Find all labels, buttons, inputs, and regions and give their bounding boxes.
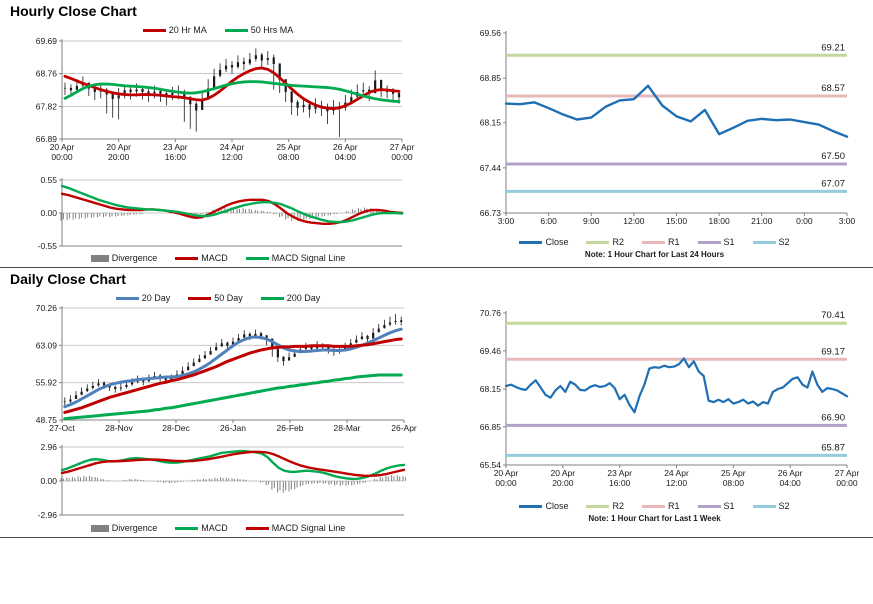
svg-text:-2.96: -2.96 (37, 510, 57, 520)
svg-text:67.50: 67.50 (821, 151, 845, 163)
legend-label: S2 (778, 237, 790, 247)
svg-text:66.85: 66.85 (479, 421, 501, 432)
legend-label: R2 (612, 501, 624, 511)
bar-swatch-icon (91, 255, 109, 262)
hourly-pivot-series-close (506, 86, 847, 137)
daily-macd-chart (0, 441, 436, 533)
svg-text:65.87: 65.87 (821, 442, 845, 454)
legend-label: 20 Day (141, 293, 171, 303)
svg-text:20:00: 20:00 (108, 152, 130, 162)
legend-label: MACD (201, 523, 228, 533)
bar-swatch-icon (91, 525, 109, 532)
legend-item-50-day (188, 293, 243, 303)
line-swatch-icon (143, 29, 166, 32)
legend-label: R1 (667, 501, 680, 511)
legend-label: Divergence (111, 253, 158, 263)
daily-macd-legend (0, 523, 436, 533)
svg-text:0.00: 0.00 (40, 208, 57, 218)
svg-text:70.26: 70.26 (35, 303, 57, 313)
svg-text:28-Mar: 28-Mar (333, 423, 361, 433)
daily-pivot-series-close (506, 358, 847, 412)
svg-text:0:00: 0:00 (796, 216, 813, 226)
svg-text:69.56: 69.56 (479, 28, 501, 38)
section-divider (0, 267, 873, 268)
svg-text:-0.55: -0.55 (37, 241, 57, 251)
svg-text:67.07: 67.07 (821, 178, 845, 190)
svg-text:9:00: 9:00 (582, 216, 600, 226)
svg-text:66.90: 66.90 (821, 412, 845, 424)
legend-item-divergence (91, 523, 158, 533)
legend-item-r2 (586, 501, 624, 511)
svg-text:70.41: 70.41 (821, 310, 845, 322)
hourly-row (0, 25, 873, 263)
svg-text:68.15: 68.15 (479, 384, 501, 394)
legend-label: 200 Day (286, 293, 321, 303)
bottom-divider (0, 537, 873, 538)
svg-text:08:00: 08:00 (278, 152, 300, 162)
hourly-price-series-50-hrs-ma (65, 82, 399, 102)
svg-text:69.17: 69.17 (821, 346, 845, 358)
svg-text:27 Apr: 27 Apr (389, 142, 415, 152)
legend-label: S1 (723, 501, 735, 511)
svg-text:24 Apr: 24 Apr (219, 142, 245, 152)
legend-item-macd-signal-line (246, 253, 346, 263)
line-swatch-icon (519, 505, 542, 508)
svg-text:18:00: 18:00 (708, 216, 730, 226)
line-swatch-icon (116, 297, 139, 300)
daily-right-column (436, 293, 873, 523)
svg-text:68.85: 68.85 (479, 73, 501, 84)
legend-label: R1 (667, 237, 680, 247)
svg-text:26 Apr: 26 Apr (777, 468, 803, 478)
line-swatch-icon (519, 241, 542, 244)
legend-label: Close (545, 237, 569, 247)
svg-text:04:00: 04:00 (779, 478, 801, 488)
svg-text:25 Apr: 25 Apr (276, 142, 301, 152)
hourly-pivot-legend (436, 237, 873, 247)
legend-item-r1 (642, 501, 680, 511)
svg-text:20 Apr: 20 Apr (550, 468, 576, 478)
svg-text:66.73: 66.73 (479, 208, 501, 218)
line-swatch-icon (188, 297, 211, 300)
svg-text:55.92: 55.92 (35, 377, 57, 388)
legend-label: MACD Signal Line (271, 523, 346, 533)
legend-item-s1 (698, 501, 735, 511)
legend-item-r1 (642, 237, 680, 247)
line-swatch-icon (175, 257, 198, 260)
legend-label: S2 (778, 501, 790, 511)
svg-text:70.76: 70.76 (479, 308, 501, 318)
svg-text:20 Apr: 20 Apr (106, 142, 131, 152)
legend-item-s1 (698, 237, 735, 247)
hourly-price-chart (0, 25, 436, 175)
daily-price-plot (0, 303, 436, 441)
svg-text:3:00: 3:00 (838, 216, 856, 226)
daily-pivot-note: Note: 1 Hour Chart for Last 1 Week (588, 514, 721, 523)
svg-text:00:00: 00:00 (495, 478, 517, 488)
hourly-macd-chart (0, 175, 436, 263)
svg-text:3:00: 3:00 (497, 216, 515, 226)
svg-text:69.46: 69.46 (479, 345, 501, 356)
svg-text:0.55: 0.55 (40, 175, 57, 185)
svg-text:21:00: 21:00 (751, 216, 773, 226)
daily-pivot-legend (436, 501, 873, 511)
daily-section-title: Daily Close Chart (10, 271, 126, 287)
legend-item-divergence (91, 253, 158, 263)
daily-macd-plot (0, 441, 436, 523)
hourly-section (0, 3, 873, 263)
svg-text:00:00: 00:00 (51, 152, 73, 162)
hourly-price-legend (0, 25, 436, 35)
line-swatch-icon (698, 241, 721, 244)
report-page (0, 3, 873, 604)
svg-text:26-Feb: 26-Feb (276, 423, 304, 433)
line-swatch-icon (698, 505, 721, 508)
line-swatch-icon (642, 241, 665, 244)
svg-text:12:00: 12:00 (665, 478, 688, 488)
svg-text:20 Apr: 20 Apr (49, 142, 75, 152)
legend-label: R2 (612, 237, 624, 247)
hourly-price-plot (0, 35, 436, 175)
legend-label: Divergence (111, 523, 158, 533)
svg-text:08:00: 08:00 (722, 478, 744, 488)
svg-text:67.44: 67.44 (479, 162, 501, 173)
hourly-pivot-chart (436, 25, 873, 259)
daily-price-legend (0, 293, 436, 303)
line-swatch-icon (246, 527, 269, 530)
svg-text:20 Apr: 20 Apr (493, 468, 519, 478)
legend-item-r2 (586, 237, 624, 247)
daily-row (0, 293, 873, 533)
legend-label: 50 Day (214, 293, 243, 303)
hourly-pivot-note: Note: 1 Hour Chart for Last 24 Hours (584, 250, 725, 259)
legend-item-macd (175, 523, 228, 533)
svg-text:00:00: 00:00 (836, 478, 858, 488)
legend-item-close (519, 237, 568, 247)
svg-text:20:00: 20:00 (552, 478, 574, 488)
svg-text:12:00: 12:00 (623, 216, 645, 226)
line-swatch-icon (246, 257, 269, 260)
legend-item-50-hrs-ma (225, 25, 294, 35)
legend-item-s2 (753, 237, 790, 247)
svg-text:04:00: 04:00 (334, 152, 356, 162)
svg-text:2.96: 2.96 (40, 442, 57, 452)
svg-text:63.09: 63.09 (35, 340, 57, 351)
line-swatch-icon (261, 297, 284, 300)
legend-label: 20 Hr MA (168, 25, 207, 35)
daily-macd-series-macd-signal-line (62, 452, 404, 476)
hourly-section-title: Hourly Close Chart (10, 3, 137, 19)
legend-item-close (519, 501, 568, 511)
svg-text:26-Apr: 26-Apr (391, 423, 417, 433)
line-swatch-icon (753, 241, 776, 244)
svg-text:48.75: 48.75 (35, 415, 57, 425)
legend-item-200-day (261, 293, 321, 303)
svg-text:12:00: 12:00 (221, 152, 243, 162)
legend-label: 50 Hrs MA (250, 25, 294, 35)
legend-item-s2 (753, 501, 790, 511)
daily-left-column (0, 293, 436, 533)
daily-pivot-plot (436, 305, 873, 501)
hourly-right-column (436, 25, 873, 259)
svg-text:68.76: 68.76 (35, 68, 57, 79)
hourly-pivot-plot (436, 25, 873, 237)
svg-text:68.15: 68.15 (479, 117, 501, 128)
legend-label: Close (545, 501, 569, 511)
svg-text:25 Apr: 25 Apr (721, 468, 746, 478)
svg-text:24 Apr: 24 Apr (664, 468, 689, 478)
svg-text:27-Oct: 27-Oct (49, 423, 75, 433)
svg-text:28-Nov: 28-Nov (105, 423, 133, 433)
line-swatch-icon (225, 29, 248, 32)
hourly-macd-plot (0, 175, 436, 253)
line-swatch-icon (586, 241, 609, 244)
svg-text:26-Jan: 26-Jan (220, 423, 246, 433)
legend-label: MACD Signal Line (271, 253, 346, 263)
svg-text:67.82: 67.82 (35, 101, 57, 112)
hourly-left-column (0, 25, 436, 263)
line-swatch-icon (586, 505, 609, 508)
daily-pivot-chart (436, 305, 873, 523)
svg-text:16:00: 16:00 (164, 152, 186, 162)
svg-text:23 Apr: 23 Apr (163, 142, 188, 152)
daily-section (0, 271, 873, 533)
legend-item-macd-signal-line (246, 523, 346, 533)
svg-text:66.89: 66.89 (35, 134, 57, 144)
svg-text:27 Apr: 27 Apr (834, 468, 860, 478)
line-swatch-icon (175, 527, 198, 530)
hourly-macd-legend (0, 253, 436, 263)
svg-text:16:00: 16:00 (609, 478, 631, 488)
legend-item-20-day (116, 293, 171, 303)
svg-text:65.54: 65.54 (479, 460, 501, 470)
svg-text:6:00: 6:00 (540, 216, 557, 226)
legend-label: S1 (723, 237, 735, 247)
daily-price-chart (0, 293, 436, 441)
line-swatch-icon (642, 505, 665, 508)
line-swatch-icon (753, 505, 776, 508)
svg-text:00:00: 00:00 (391, 152, 413, 162)
legend-item-macd (175, 253, 228, 263)
svg-text:0.00: 0.00 (40, 476, 57, 486)
svg-text:69.21: 69.21 (821, 42, 845, 54)
svg-text:15:00: 15:00 (665, 216, 688, 226)
svg-text:23 Apr: 23 Apr (607, 468, 632, 478)
legend-label: MACD (201, 253, 228, 263)
svg-text:26 Apr: 26 Apr (333, 142, 358, 152)
svg-text:28-Dec: 28-Dec (162, 423, 190, 433)
svg-text:68.57: 68.57 (821, 82, 845, 94)
svg-text:69.69: 69.69 (35, 36, 57, 46)
legend-item-20-hr-ma (143, 25, 207, 35)
